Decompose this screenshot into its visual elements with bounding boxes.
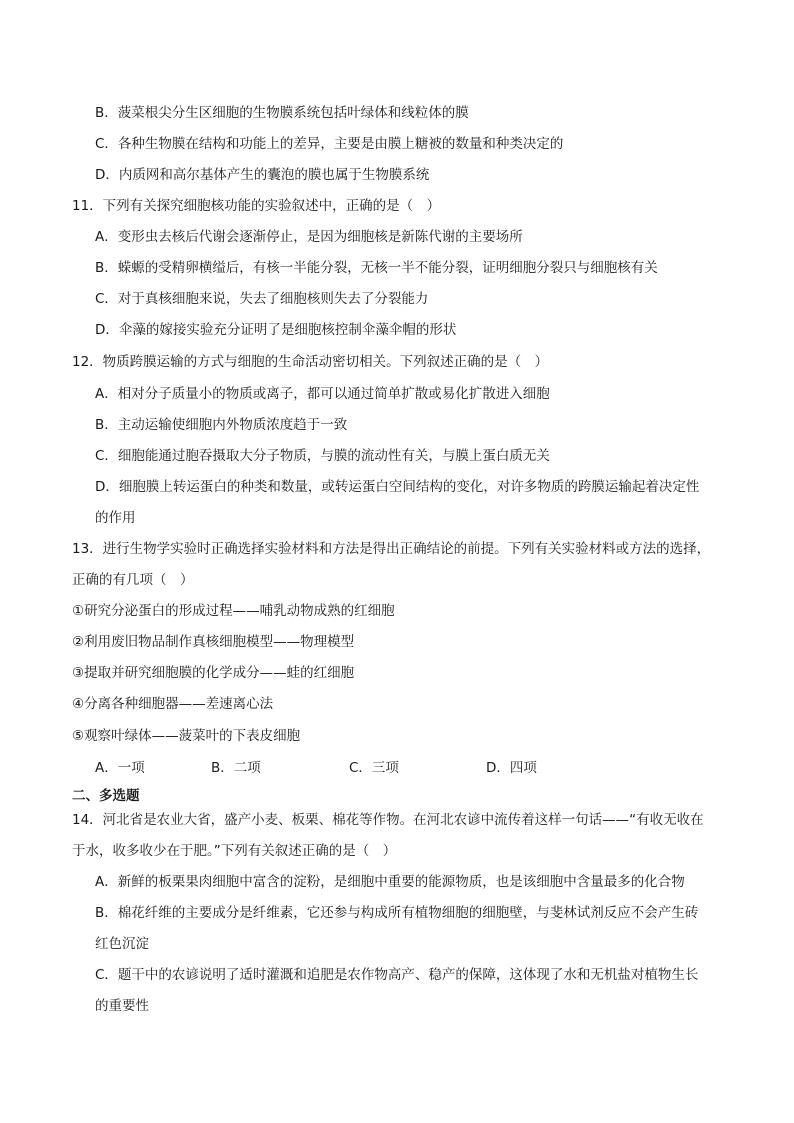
q12-option-a: A．相对分子质量小的物质或离子，都可以通过简单扩散或易化扩散进入细胞 — [95, 386, 550, 402]
q13-item-2: ②利用废旧物品制作真核细胞模型——物理模型 — [72, 634, 355, 650]
q14-option-b: B．棉花纤维的主要成分是纤维素，它还参与构成所有植物细胞的细胞壁，与斐林试剂反应不会产生砖 — [95, 905, 699, 921]
q13-item-5: ⑤观察叶绿体——菠菜叶的下表皮细胞 — [72, 728, 301, 744]
q13-item-1: ①研究分泌蛋白的形成过程——哺乳动物成熟的红细胞 — [72, 603, 395, 619]
q12-option-c: C．细胞能通过胞吞摄取大分子物质，与膜的流动性有关，与膜上蛋白质无关 — [95, 448, 550, 464]
q13-item-4: ④分离各种细胞器——差速离心法 — [72, 696, 274, 712]
q13-item-3: ③提取并研究细胞膜的化学成分——蛙的红细胞 — [72, 665, 355, 681]
q13-stem-cont: 正确的有几项（ ） — [72, 572, 194, 588]
q11-option-a: A．变形虫去核后代谢会逐渐停止，是因为细胞核是新陈代谢的主要场所 — [95, 229, 523, 245]
q12-option-d: D．细胞膜上转运蛋白的种类和数量，或转运蛋白空间结构的变化，对许多物质的跨膜运输起着决定性 — [95, 479, 700, 495]
q14-stem: 14．河北省是农业大省，盛产小麦、板栗、棉花等作物。在河北农谚中流传着这样一句话——“有收无收在 — [72, 812, 704, 828]
q11-stem: 11．下列有关探究细胞核功能的实验叙述中，正确的是（ ） — [72, 198, 441, 214]
q10-option-c: C．各种生物膜在结构和功能上的差异，主要是由膜上糖被的数量和种类决定的 — [95, 136, 564, 152]
q13-choice-c: C．三项 — [349, 760, 399, 776]
q11-option-c: C．对于真核细胞来说，失去了细胞核则失去了分裂能力 — [95, 291, 429, 307]
q13-stem: 13．进行生物学实验时正确选择实验材料和方法是得出正确结论的前提。下列有关实验材料或方法的选择， — [72, 541, 711, 557]
q14-option-c: C．题干中的农谚说明了适时灌溉和追肥是农作物高产、稳产的保障，这体现了水和无机盐对植物生长 — [95, 967, 699, 983]
q13-choice-d: D．四项 — [486, 760, 537, 776]
q10-option-b: B．菠菜根尖分生区细胞的生物膜系统包括叶绿体和线粒体的膜 — [95, 105, 469, 121]
q13-choice-b: B．二项 — [211, 760, 261, 776]
q14-stem-cont: 于水，收多收少在于肥。”下列有关叙述正确的是（ ） — [72, 843, 397, 859]
q11-option-d: D．伞藻的嫁接实验充分证明了是细胞核控制伞藻伞帽的形状 — [95, 322, 457, 338]
q14-option-b-cont: 红色沉淀 — [95, 936, 149, 952]
q11-option-b: B．蝾螈的受精卵横缢后，有核一半能分裂，无核一半不能分裂，证明细胞分裂只与细胞核有关 — [95, 260, 658, 276]
section-heading: 二、多选题 — [72, 788, 140, 804]
q12-option-d-cont: 的作用 — [95, 510, 136, 526]
q14-option-c-cont: 的重要性 — [95, 998, 149, 1014]
q10-option-d: D．内质网和高尔基体产生的囊泡的膜也属于生物膜系统 — [95, 167, 430, 183]
q12-stem: 12．物质跨膜运输的方式与细胞的生命活动密切相关。下列叙述正确的是（ ） — [72, 354, 549, 370]
q13-choice-a: A．一项 — [95, 760, 145, 776]
q12-option-b: B．主动运输使细胞内外物质浓度趋于一致 — [95, 417, 348, 433]
q14-option-a: A．新鲜的板栗果肉细胞中富含的淀粉，是细胞中重要的能源物质，也是该细胞中含量最多的化合物 — [95, 874, 685, 890]
